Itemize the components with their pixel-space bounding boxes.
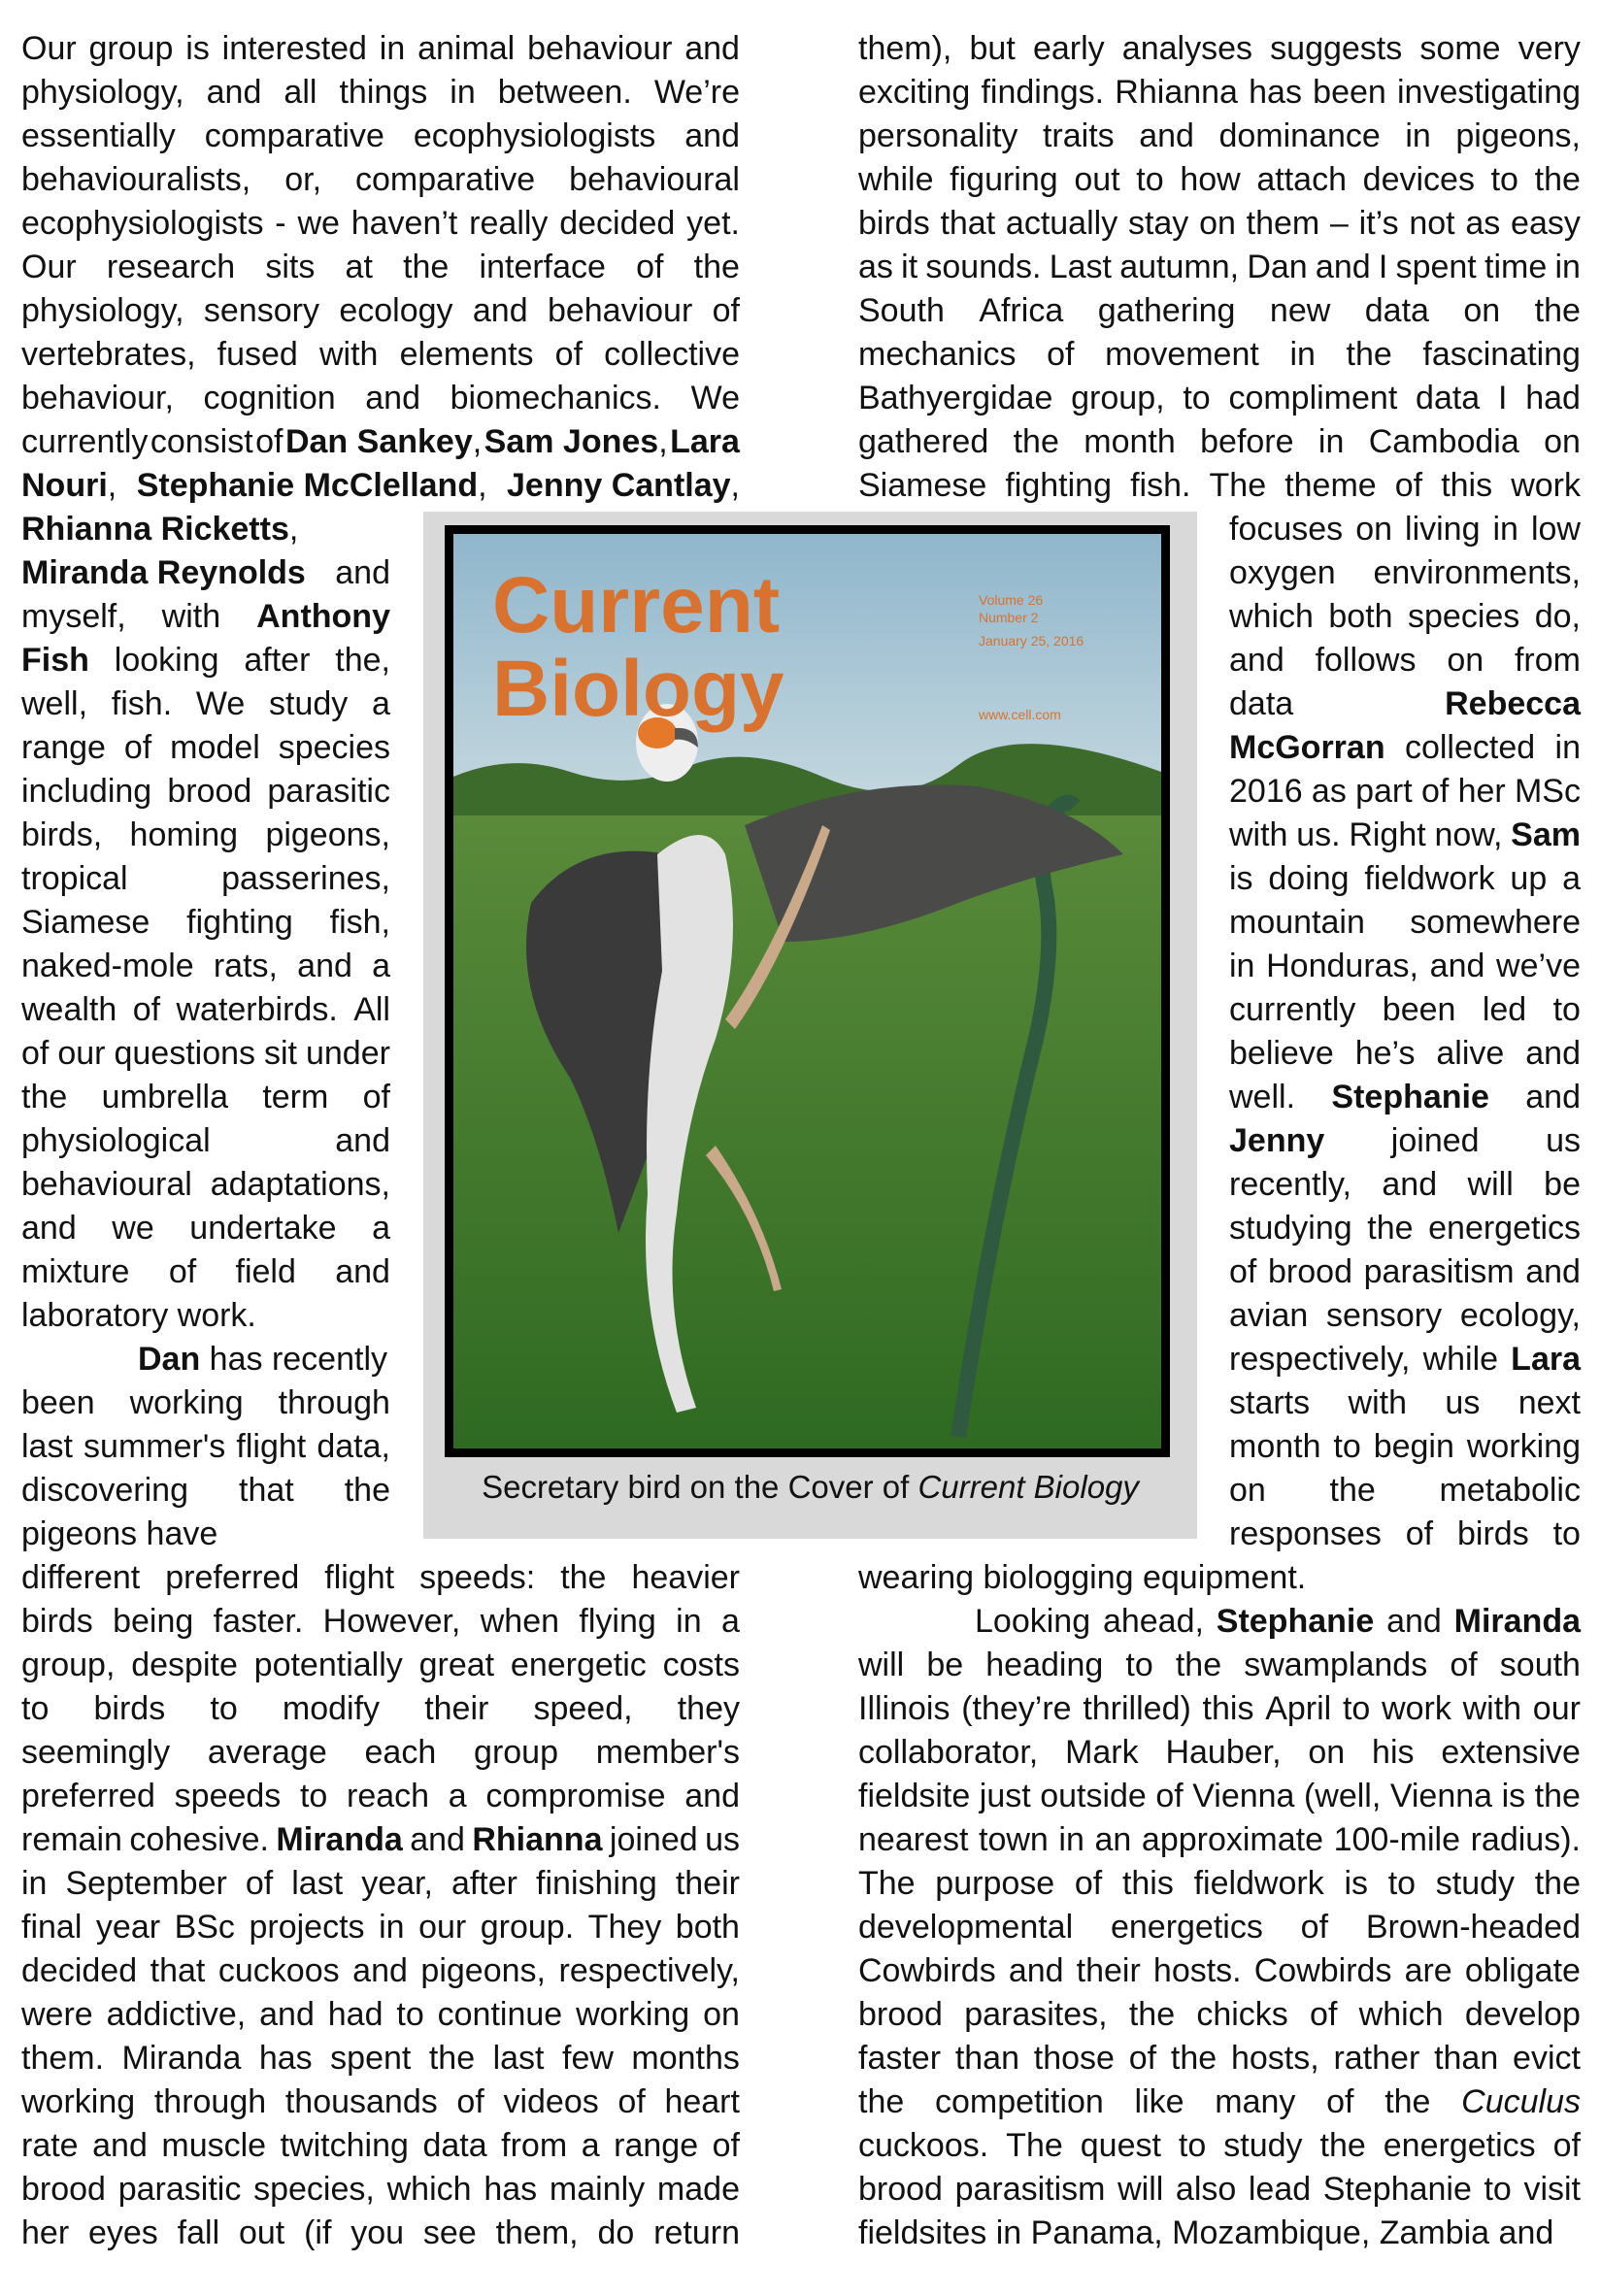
text-line: and we undertake a bbox=[21, 1210, 390, 1247]
text-line: were addictive, and had to continue working on bbox=[21, 1996, 740, 2033]
text-line: decided that cuckoos and pigeons, respectively, bbox=[21, 1952, 740, 1989]
journal-cover-image bbox=[445, 525, 1170, 1457]
text-line: behaviouralists, or, comparative behavioural bbox=[21, 161, 740, 198]
text-line: data Rebecca bbox=[1229, 685, 1581, 722]
text-line: different preferred flight speeds: the heavier bbox=[21, 1559, 740, 1596]
text-line: brood parasitic species, which has mainly made bbox=[21, 2171, 740, 2208]
text-line: Nouri, Stephanie McClelland, Jenny Cantlay, bbox=[21, 467, 740, 504]
text-line: Dan has recently bbox=[138, 1341, 387, 1378]
text-line: rate and muscle twitching data from a range of bbox=[21, 2127, 740, 2164]
text-line: Fish looking after the, bbox=[21, 642, 390, 679]
cover-title-line: Current bbox=[492, 561, 781, 649]
text-line: is doing fieldwork up a bbox=[1229, 860, 1581, 897]
text-line: mixture of field and bbox=[21, 1253, 390, 1290]
text-line: seemingly average each group member's bbox=[21, 1734, 740, 1771]
text-line: gathered the month before in Cambodia on bbox=[858, 423, 1581, 460]
cover-url: www.cell.com bbox=[979, 707, 1061, 722]
text-line: developmental energetics of Brown-headed bbox=[858, 1909, 1581, 1946]
text-line: Illinois (they’re thrilled) this April to work with our bbox=[858, 1690, 1581, 1727]
text-line: nearest town in an approximate 100-mile radius). bbox=[858, 1821, 1581, 1858]
text-line: cuckoos. The quest to study the energetics of bbox=[858, 2127, 1581, 2164]
text-line: mechanics of movement in the fascinating bbox=[858, 336, 1581, 373]
cover-date: January 25, 2016 bbox=[979, 633, 1084, 649]
caption-text: Secretary bird on the Cover of bbox=[482, 1469, 918, 1505]
text-line: personality traits and dominance in pigeons, bbox=[858, 117, 1581, 154]
text-line: the umbrella term of bbox=[21, 1079, 390, 1115]
text-line: Bathyergidae group, to compliment data I had bbox=[858, 380, 1581, 416]
text-line: Rhianna Ricketts, bbox=[21, 511, 299, 548]
text-line: Siamese fighting fish. The theme of this work bbox=[858, 467, 1581, 504]
text-line: well. Stephanie and bbox=[1229, 1079, 1581, 1115]
cover-volume: Volume 26 bbox=[979, 592, 1044, 608]
text-line: brood parasites, the chicks of which develop bbox=[858, 1996, 1581, 2033]
text-line: myself, with Anthony bbox=[21, 598, 390, 635]
text-line: currently consist of Dan Sankey, Sam Jones, Lara bbox=[21, 423, 740, 460]
text-line: in September of last year, after finishing their bbox=[21, 1865, 740, 1902]
text-line: naked-mole rats, and a bbox=[21, 948, 390, 984]
text-line: on the metabolic bbox=[1229, 1472, 1581, 1509]
text-line: her eyes fall out (if you see them, do return bbox=[21, 2214, 740, 2251]
text-line: Our group is interested in animal behaviour and bbox=[21, 30, 740, 67]
text-line: collaborator, Mark Hauber, on his extensive bbox=[858, 1734, 1581, 1771]
text-line: McGorran collected in bbox=[1229, 729, 1581, 766]
text-line: range of model species bbox=[21, 729, 390, 766]
text-line: focuses on living in low bbox=[1229, 511, 1581, 548]
text-line: starts with us next bbox=[1229, 1384, 1581, 1421]
text-line: Jenny joined us bbox=[1229, 1122, 1581, 1159]
text-line: remain cohesive. Miranda and Rhianna joined us bbox=[21, 1821, 740, 1858]
cover-issue-info bbox=[979, 591, 1084, 723]
text-line: while figuring out to how attach devices to the bbox=[858, 161, 1581, 198]
text-line: and follows on from bbox=[1229, 642, 1581, 679]
text-line: behaviour, cognition and biomechanics. We bbox=[21, 380, 740, 416]
text-line: physiological and bbox=[21, 1122, 390, 1159]
text-line: as it sounds. Last autumn, Dan and I spent time in bbox=[858, 249, 1581, 285]
text-line: behavioural adaptations, bbox=[21, 1166, 390, 1203]
text-line: Miranda Reynolds and bbox=[21, 554, 390, 591]
text-line: ecophysiologists - we haven’t really decided yet. bbox=[21, 205, 740, 242]
text-line: pigeons have bbox=[21, 1515, 218, 1552]
text-line: responses of birds to bbox=[1229, 1515, 1581, 1552]
text-line: studying the energetics bbox=[1229, 1210, 1581, 1247]
text-line: respectively, while Lara bbox=[1229, 1341, 1581, 1378]
text-line: been working through bbox=[21, 1384, 390, 1421]
text-line: The purpose of this fieldwork is to study the bbox=[858, 1865, 1581, 1902]
text-line: to birds to modify their speed, they bbox=[21, 1690, 740, 1727]
text-line: recently, and will be bbox=[1229, 1166, 1581, 1203]
text-line: the competition like many of the Cuculus bbox=[858, 2083, 1581, 2120]
text-line: physiology, sensory ecology and behaviour of bbox=[21, 292, 740, 329]
text-line: of our questions sit under bbox=[21, 1035, 390, 1072]
text-line: 2016 as part of her MSc bbox=[1229, 773, 1581, 810]
text-line: South Africa gathering new data on the bbox=[858, 292, 1581, 329]
text-line: physiology, and all things in between. We’re bbox=[21, 74, 740, 111]
text-line: of brood parasitism and bbox=[1229, 1253, 1581, 1290]
text-line: faster than those of the hosts, rather than evict bbox=[858, 2040, 1581, 2077]
text-line: final year BSc projects in our group. They both bbox=[21, 1909, 740, 1946]
text-line: oxygen environments, bbox=[1229, 554, 1581, 591]
text-line: Our research sits at the interface of the bbox=[21, 249, 740, 285]
text-line: wearing biologging equipment. bbox=[858, 1559, 1307, 1596]
text-line: laboratory work. bbox=[21, 1297, 256, 1334]
text-line: birds being faster. However, when flying in a bbox=[21, 1603, 740, 1640]
text-line: believe he’s alive and bbox=[1229, 1035, 1581, 1072]
text-line: birds that actually stay on them – it’s not as easy bbox=[858, 205, 1581, 242]
text-line: Cowbirds and their hosts. Cowbirds are obligate bbox=[858, 1952, 1581, 1989]
cover-title-line: Biology bbox=[492, 645, 784, 733]
text-line: last summer's flight data, bbox=[21, 1428, 390, 1465]
text-line: fieldsite just outside of Vienna (well, Vienna is the bbox=[858, 1778, 1581, 1814]
text-line: group, despite potentially great energetic costs bbox=[21, 1647, 740, 1683]
text-line: Siamese fighting fish, bbox=[21, 904, 390, 941]
text-line: will be heading to the swamplands of south bbox=[858, 1647, 1581, 1683]
text-line: Looking ahead, Stephanie and Miranda bbox=[975, 1603, 1581, 1640]
text-line: mountain somewhere bbox=[1229, 904, 1581, 941]
text-line: preferred speeds to reach a compromise and bbox=[21, 1778, 740, 1814]
caption-journal: Current Biology bbox=[917, 1469, 1139, 1505]
text-line: working through thousands of videos of heart bbox=[21, 2083, 740, 2120]
text-line: month to begin working bbox=[1229, 1428, 1581, 1465]
figure bbox=[423, 512, 1197, 1539]
text-line: them. Miranda has spent the last few months bbox=[21, 2040, 740, 2077]
text-line: with us. Right now, Sam bbox=[1229, 816, 1581, 853]
text-line: birds, homing pigeons, bbox=[21, 816, 390, 853]
text-line: essentially comparative ecophysiologists and bbox=[21, 117, 740, 154]
text-line: them), but early analyses suggests some very bbox=[858, 30, 1581, 67]
text-line: tropical passerines, bbox=[21, 860, 390, 897]
text-line: avian sensory ecology, bbox=[1229, 1297, 1581, 1334]
text-line: in Honduras, and we’ve bbox=[1229, 948, 1581, 984]
text-line: well, fish. We study a bbox=[21, 685, 390, 722]
text-line: fieldsites in Panama, Mozambique, Zambia and bbox=[858, 2214, 1554, 2251]
text-line: which both species do, bbox=[1229, 598, 1581, 635]
text-line: including brood parasitic bbox=[21, 773, 390, 810]
figure-caption bbox=[423, 1465, 1197, 1509]
text-line: discovering that the bbox=[21, 1472, 390, 1509]
text-line: vertebrates, fused with elements of collective bbox=[21, 336, 740, 373]
text-line: brood parasitism will also lead Stephanie to visit bbox=[858, 2171, 1581, 2208]
cover-title bbox=[492, 561, 784, 733]
text-line: currently been led to bbox=[1229, 991, 1581, 1028]
text-line: wealth of waterbirds. All bbox=[21, 991, 390, 1028]
cover-number: Number 2 bbox=[979, 610, 1039, 625]
text-line: exciting findings. Rhianna has been investigating bbox=[858, 74, 1581, 111]
